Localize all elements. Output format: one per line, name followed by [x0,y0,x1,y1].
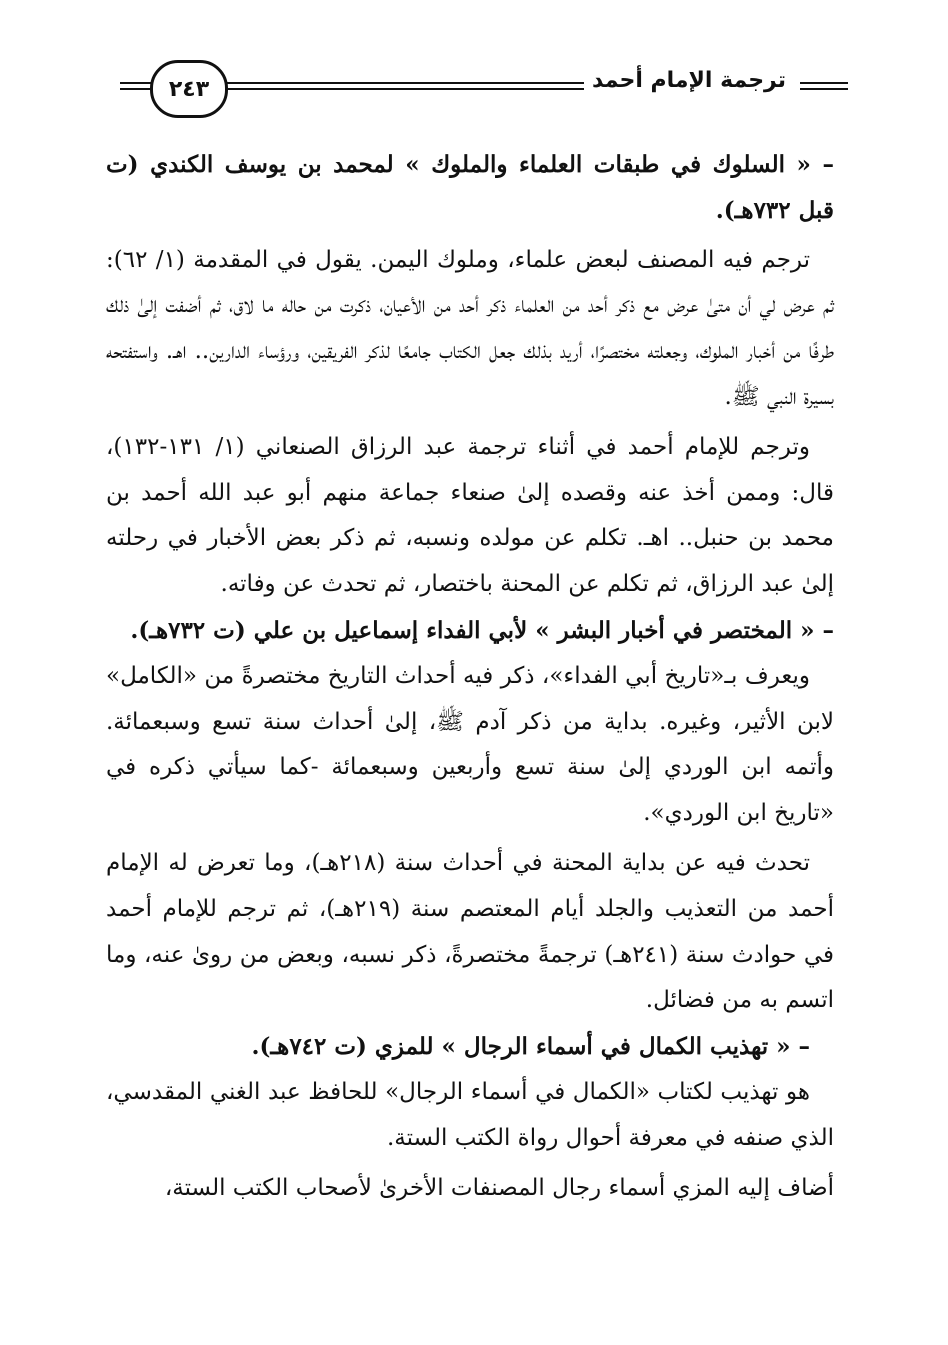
bibliography-entry: – « المختصر في أخبار البشر » لأبي الفداء إسماعيل بن علي (ت ٧٣٢هـ). [130,616,834,644]
header-rule [800,82,848,84]
bibliography-entry: – « السلوك في طبقات العلماء والملوك » لمحمد بن يوسف الكندي (ت قبل ٧٣٢هـ). [106,151,834,224]
bibliography-entry: – « تهذيب الكمال في أسماء الرجال » للمزي (ت ٧٤٢هـ). [251,1033,810,1061]
body-paragraph: تحدث فيه عن بداية المحنة في أحداث سنة (٢١٨هـ)، وما تعرض له الإمام أحمد من التعذيب والجلد أيام المعتصم سنة (٢١٩هـ)، ثم ترجم للإمام أحمد في حوادث سنة (٢٤١هـ) ترجمةً مختصرةً، ذكر نسبه، وبعض من روىٰ عنه، وما اتسم به من فضائل. [106,849,835,1014]
page-header [100,58,848,114]
body-paragraph: وترجم للإمام أحمد في أثناء ترجمة عبد الرزاق الصنعاني (١/ ١٣١-١٣٢)، قال: وممن أخذ عنه وقصده إلىٰ صنعاء جماعة منهم أبو عبد الله أحمد بن محمد بن حنبل.. اهـ. تكلم عن مولده ونسبه، ثم ذكر بعض الأخبار في رحلته إلىٰ عبد الرزاق، ثم تكلم عن المحنة باختصار، ثم تحدث عن وفاته. [106,433,834,598]
header-rule [800,88,848,90]
body-text [106,142,834,1211]
body-paragraph: أضاف إليه المزي أسماء رجال المصنفات الأخرىٰ لأصحاب الكتب الستة، [164,1174,834,1201]
body-paragraph: هو تهذيب لكتاب «الكمال في أسماء الرجال» للحافظ عبد الغني المقدسي، الذي صنفه في معرفة أحوال رواة الكتب الستة. [106,1078,834,1151]
running-title: ترجمة الإمام أحمد [584,68,794,93]
page-number: ٢٤٣ [150,60,228,118]
body-paragraph: ترجم فيه المصنف لبعض علماء، وملوك اليمن. يقول في المقدمة (١/ ٦٢): ثم عرض لي أن متىٰ عرض مع ذكر أحد من العلماء ذكر أحد من الأعيان، ذكرت من حاله ما لاق، ثم أضفت إلىٰ ذلك طرفًا من أخبار الملوك، وجعلته مختصرًا، أريد بذلك جعل الكتاب جامعًا لذكر الفريقين، ورؤساء الدارين.. اهـ. واستفتحه بسيرة النبي ﷺ. [106,246,834,410]
body-paragraph: ويعرف بـ«تاريخ أبي الفداء»، ذكر فيه أحداث التاريخ مختصرةً من «الكامل» لابن الأثير، وغيره. بداية من ذكر آدم ﷺ، إلىٰ أحداث سنة تسع وسبعمائة. وأتمه ابن الوردي إلىٰ سنة تسع وأربعين وسبعمائة -كما سيأتي ذكره في «تاريخ ابن الوردي». [106,662,834,827]
